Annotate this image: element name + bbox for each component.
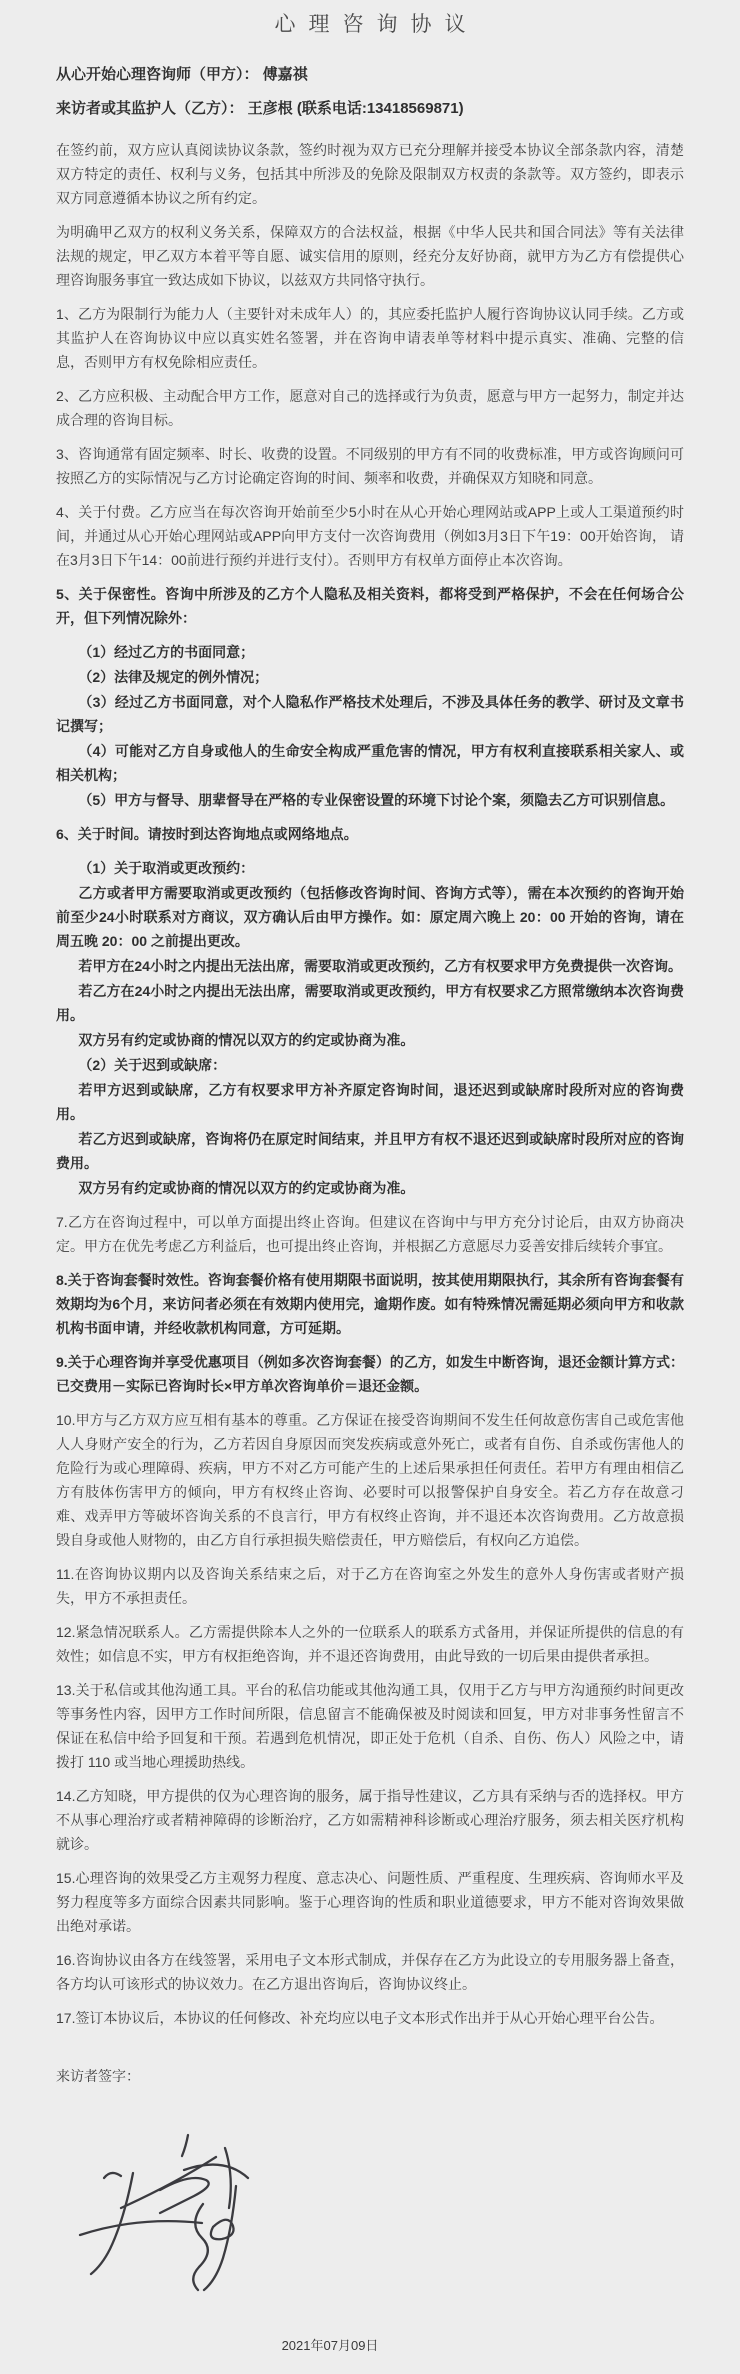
agreement-clause: 双方另有约定或协商的情况以双方的约定或协商为准。 [78, 1180, 415, 1196]
agreement-clause: 13.关于私信或其他沟通工具。平台的私信功能或其他沟通工具，仅用于乙方与甲方沟通预约时间更改等事务性内容，因甲方工作时间所限，信息留言不能确保被及时阅读和回复，甲方对非事务性留言不保证在私信中给予回复和干预。若遇到危机情况，即正处于危机（自杀、自伤、伤人）风险之中，请拨打 110 或当地心理援助热线。 [56, 1682, 684, 1770]
agreement-clause: 在签约前，双方应认真阅读协议条款，签约时视为双方已充分理解并接受本协议全部条款内容，清楚双方特定的责任、权利与义务，包括其中所涉及的免除及限制双方权责的条款等。双方签约，即表示双方同意遵循本协议之所有约定。 [56, 142, 684, 206]
agreement-clause: 4、关于付费。乙方应当在每次咨询开始前至少5小时在从心开始心理网站或APP上或人工渠道预约时间，并通过从心开始心理网站或APP向甲方支付一次咨询费用（例如3月3日下午19：00开始咨询， 请在3月3日下午14：00前进行预约并进行支付）。否则甲方有权单方面停止本次咨询。 [56, 504, 684, 568]
agreement-clause: 若甲方迟到或缺席，乙方有权要求甲方补齐原定咨询时间，退还迟到或缺席时段所对应的咨询费用。 [56, 1082, 684, 1122]
agreement-clause: 1、乙方为限制行为能力人（主要针对未成年人）的，其应委托监护人履行咨询协议认同手续。乙方或其监护人在咨询协议中应以真实姓名签署，并在咨询申请表单等材料中提示真实、准确、完整的信息，否则甲方有权免除相应责任。 [56, 306, 684, 370]
agreement-clause: 17.签订本协议后，本协议的任何修改、补充均应以电子文本形式作出并于从心开始心理平台公告。 [56, 2010, 664, 2026]
agreement-clause: （1）经过乙方的书面同意； [78, 644, 255, 660]
signature-area [76, 2128, 256, 2293]
agreement-clause: （3）经过乙方书面同意，对个人隐私作严格技术处理后，不涉及具体任务的教学、研讨及文章书记撰写； [56, 694, 684, 734]
signature-label: 来访者签字： [56, 2068, 140, 2084]
agreement-clause: 为明确甲乙双方的权利义务关系，保障双方的合法权益，根据《中华人民共和国合同法》等有关法律法规的规定，甲乙双方本着平等自愿、诚实信用的原则，经充分友好协商，就甲方为乙方有偿提供心理咨询服务事宜一致达成如下协议，以兹双方共同恪守执行。 [56, 224, 684, 288]
agreement-clause: 9.关于心理咨询并享受优惠项目（例如多次咨询套餐）的乙方，如发生中断咨询，退还金额计算方式：已交费用－实际已咨询时长×甲方单次咨询单价＝退还金额。 [56, 1354, 684, 1394]
agreement-clause: 11.在咨询协议期内以及咨询关系结束之后，对于乙方在咨询室之外发生的意外人身伤害或者财产损失，甲方不承担责任。 [56, 1566, 684, 1606]
agreement-clause: 乙方或者甲方需要取消或更改预约（包括修改咨询时间、咨询方式等），需在本次预约的咨询开始前至少24小时联系对方商议，双方确认后由甲方操作。如：原定周六晚上 20：00 开始的咨询，请在周五晚 20：00 之前提出更改。 [56, 885, 684, 949]
document-title: 心理咨询协议 [274, 13, 479, 36]
agreement-clause: 8.关于咨询套餐时效性。咨询套餐价格有使用期限书面说明，按其使用期限执行，其余所有咨询套餐有效期均为6个月，来访问者必须在有效期内使用完，逾期作废。如有特殊情况需延期必须向甲方和收款机构书面申请，并经收款机构同意，方可延期。 [56, 1272, 684, 1336]
agreement-clause: 12.紧急情况联系人。乙方需提供除本人之外的一位联系人的联系方式备用，并保证所提供的信息的有效性；如信息不实，甲方有权拒绝咨询，并不退还咨询费用，由此导致的一切后果由提供者承担。 [56, 1624, 684, 1664]
agreement-clause: 14.乙方知晓，甲方提供的仅为心理咨询的服务，属于指导性建议，乙方具有采纳与否的选择权。甲方不从事心理治疗或者精神障碍的诊断治疗，乙方如需精神科诊断或心理治疗服务，须去相关医疗机构就诊。 [56, 1788, 684, 1852]
agreement-clause: （5）甲方与督导、朋辈督导在严格的专业保密设置的环境下讨论个案，须隐去乙方可识别信息。 [78, 792, 675, 808]
agreement-clause: （1）关于取消或更改预约： [78, 860, 255, 876]
agreement-clause: （2）关于迟到或缺席： [78, 1057, 227, 1073]
agreement-body [56, 138, 684, 2030]
agreement-clause: 若甲方在24小时之内提出无法出席，需要取消或更改预约，乙方有权要求甲方免费提供一次咨询。 [78, 958, 682, 974]
agreement-clause: 若乙方迟到或缺席，咨询将仍在原定时间结束，并且甲方有权不退还迟到或缺席时段所对应的咨询费用。 [56, 1131, 684, 1171]
signature-date: 2021年07月09日 [281, 2338, 379, 2353]
agreement-clause: 6、关于时间。请按时到达咨询地点或网络地点。 [56, 826, 358, 842]
agreement-clause: 10.甲方与乙方双方应互相有基本的尊重。乙方保证在接受咨询期间不发生任何故意伤害自己或危害他人人身财产安全的行为，乙方若因自身原因而突发疾病或意外死亡，或者有自伤、自杀或伤害他人的危险行为或心理障碍、疾病，甲方不对乙方可能产生的上述后果承担任何责任。若甲方有理由相信乙方有肢体伤害甲方的倾向，甲方有权终止咨询、必要时可以报警保护自身安全。若乙方存在故意刁难、戏弄甲方等破坏咨询关系的不良言行，甲方有权终止咨询，并不退还本次咨询费用。乙方故意损毁自身或他人财物的，由乙方自行承担损失赔偿责任，甲方赔偿后，有权向乙方追偿。 [56, 1412, 684, 1548]
agreement-clause: 15.心理咨询的效果受乙方主观努力程度、意志决心、问题性质、严重程度、生理疾病、咨询师水平及努力程度等多方面综合因素共同影响。鉴于心理咨询的性质和职业道德要求，甲方不能对咨询效果做出绝对承诺。 [56, 1870, 684, 1934]
party-a-line: 从心开始心理咨询师（甲方）： 傅嘉祺 [56, 66, 308, 83]
agreement-clause: 2、乙方应积极、主动配合甲方工作，愿意对自己的选择或行为负责，愿意与甲方一起努力，制定并达成合理的咨询目标。 [56, 388, 684, 428]
agreement-clause: （2）法律及规定的例外情况； [78, 669, 269, 685]
agreement-clause: 16.咨询协议由各方在线签署，采用电子文本形式制成，并保存在乙方为此设立的专用服务器上备查，各方均认可该形式的协议效力。在乙方退出咨询后，咨询协议终止。 [56, 1952, 684, 1992]
agreement-clause: 3、咨询通常有固定频率、时长、收费的设置。不同级别的甲方有不同的收费标准，甲方或咨询顾问可按照乙方的实际情况与乙方讨论确定咨询的时间、频率和收费，并确保双方知晓和同意。 [56, 446, 684, 486]
agreement-clause: 5、关于保密性。咨询中所涉及的乙方个人隐私及相关资料，都将受到严格保护，不会在任何场合公开，但下列情况除外： [56, 586, 684, 626]
agreement-clause: 7.乙方在咨询过程中，可以单方面提出终止咨询。但建议在咨询中与甲方充分讨论后，由双方协商决定。甲方在优先考虑乙方利益后，也可提出终止咨询，并根据乙方意愿尽力妥善安排后续转介事宜。 [56, 1214, 684, 1254]
agreement-clause: 双方另有约定或协商的情况以双方的约定或协商为准。 [78, 1032, 415, 1048]
handwritten-signature [76, 2128, 252, 2293]
party-b-line: 来访者或其监护人（乙方）： 王彦根 (联系电话:13418569871) [56, 100, 464, 117]
agreement-clause: （4）可能对乙方自身或他人的生命安全构成严重危害的情况，甲方有权利直接联系相关家人、或相关机构； [56, 743, 684, 783]
agreement-clause: 若乙方在24小时之内提出无法出席，需要取消或更改预约，甲方有权要求乙方照常缴纳本次咨询费用。 [56, 983, 684, 1023]
